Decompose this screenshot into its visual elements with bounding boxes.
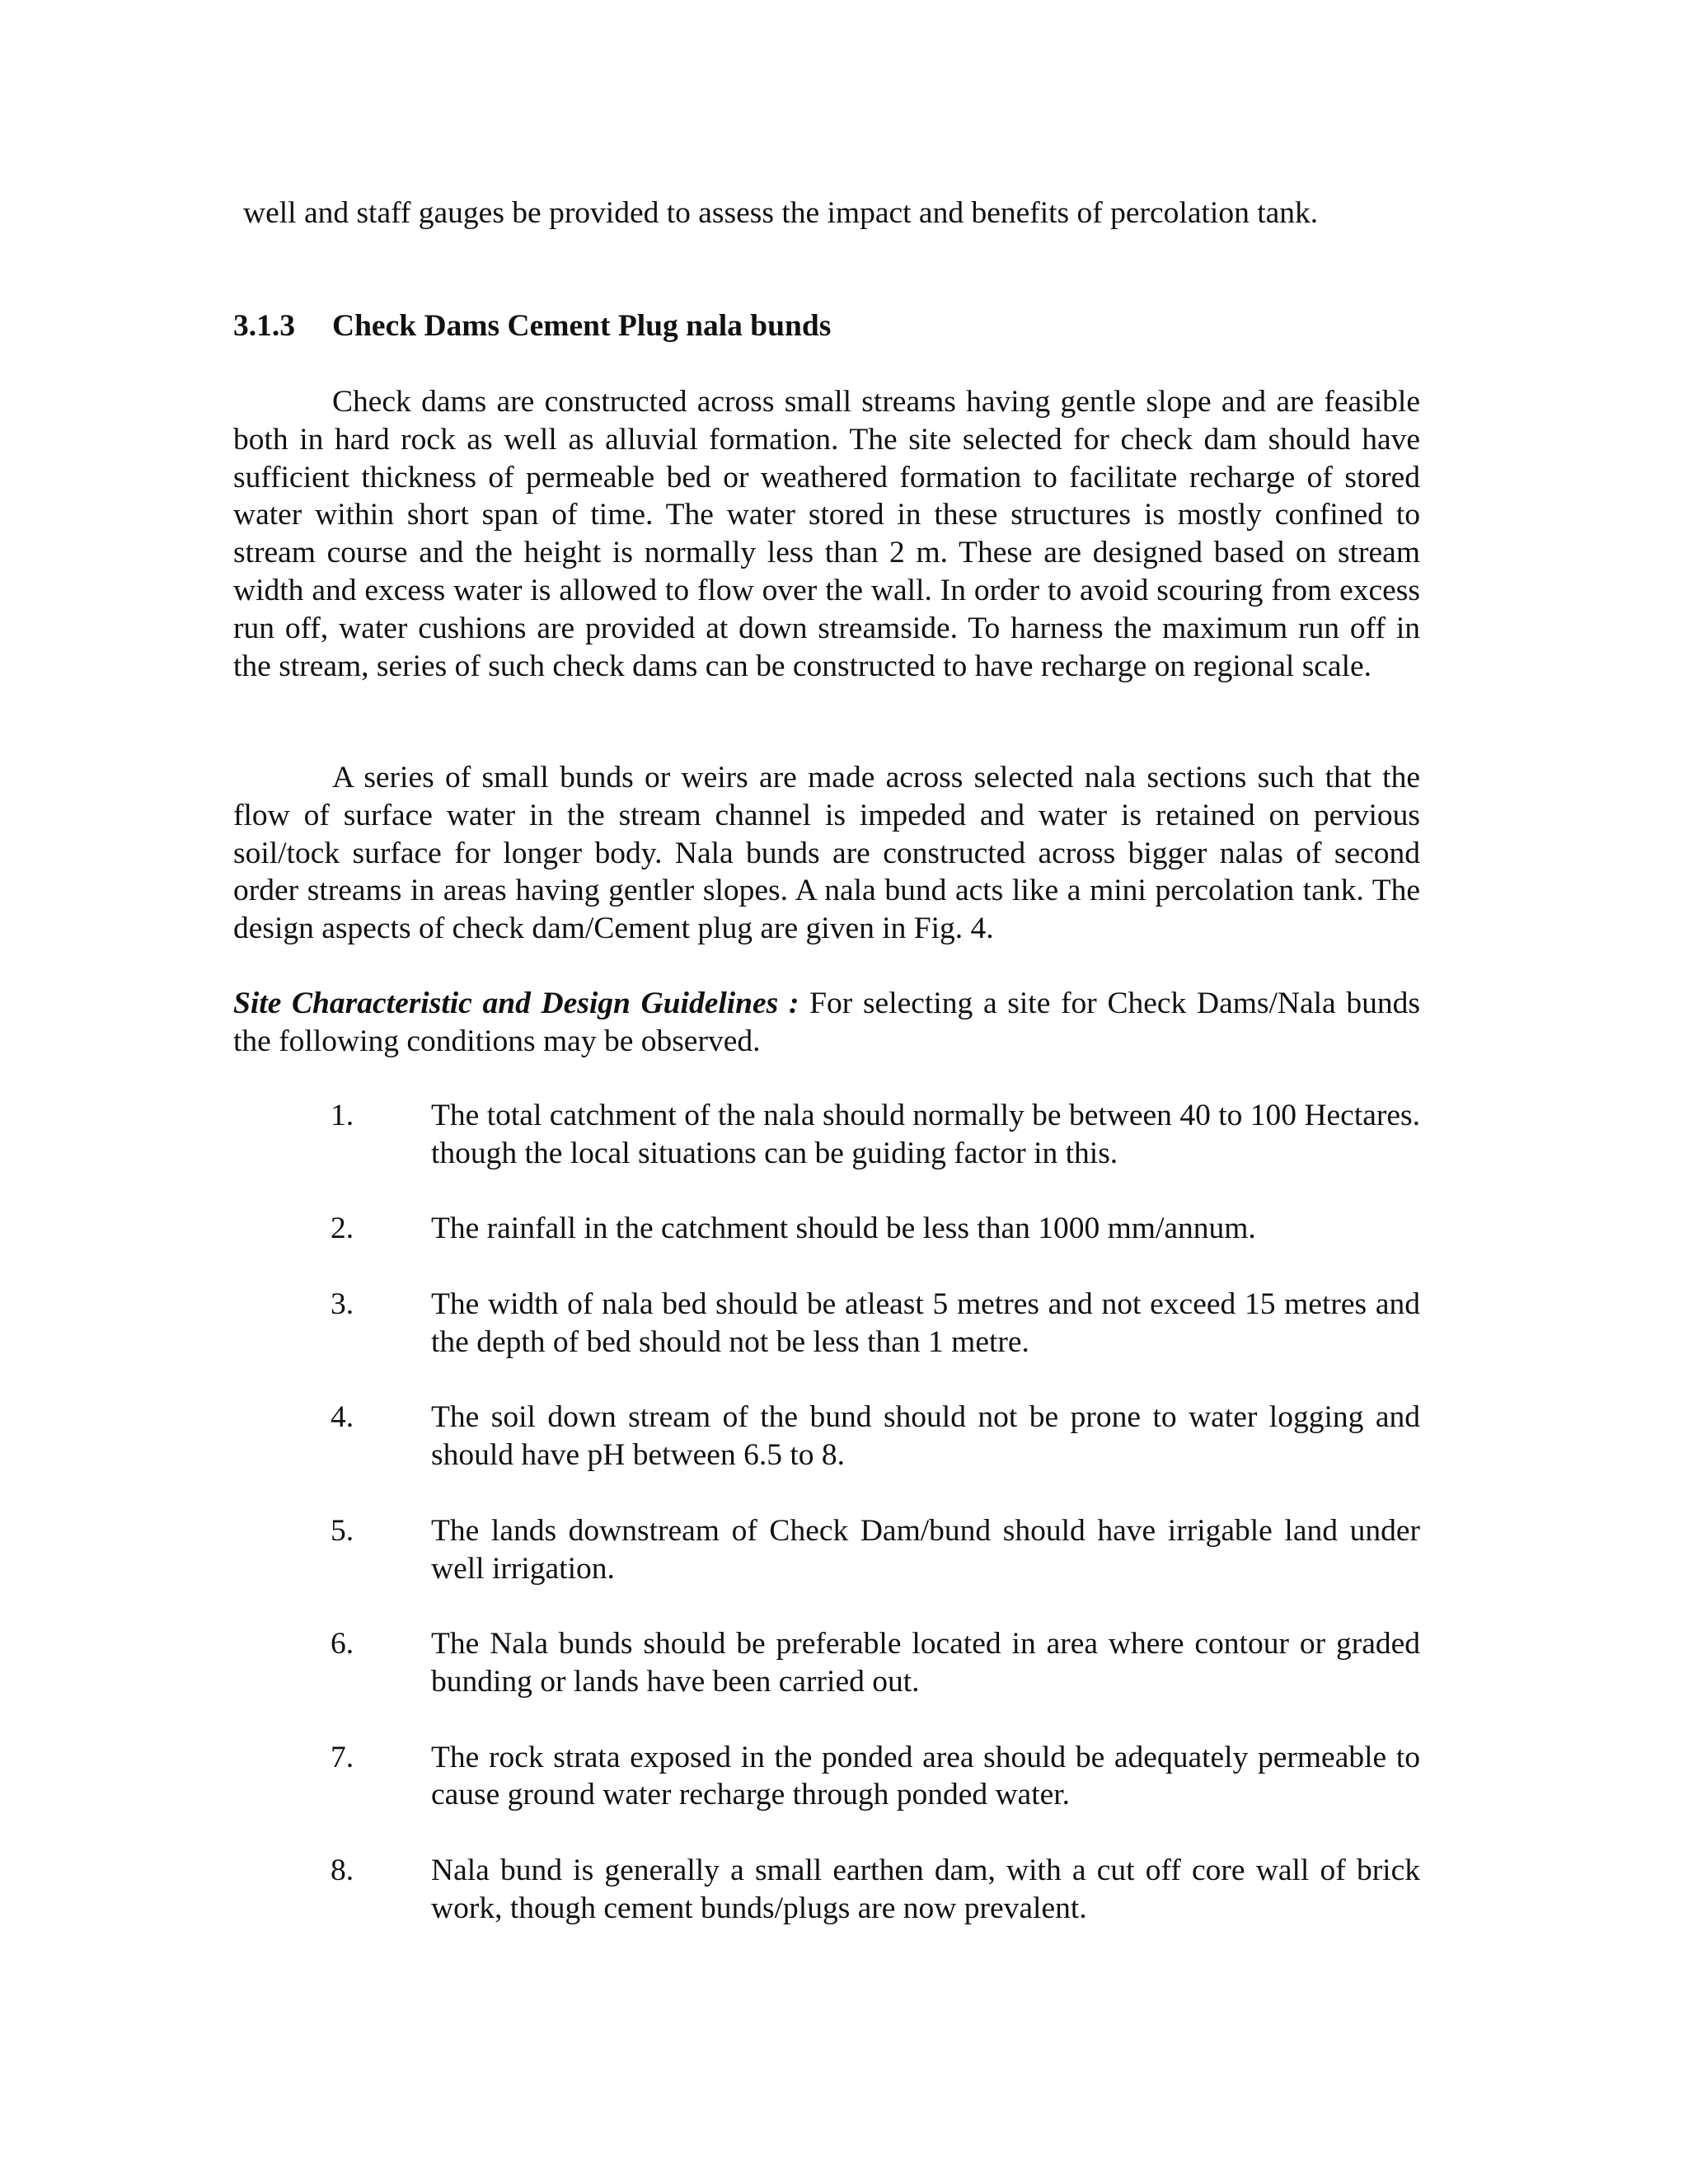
list-number: 6.: [331, 1627, 354, 1661]
list-number: 2.: [331, 1212, 354, 1246]
list-item: [233, 1852, 1420, 1928]
list-item: [233, 1625, 1420, 1701]
paragraph-guidelines: [233, 985, 1420, 1061]
list-item: [233, 1286, 1420, 1361]
list-number: 3.: [331, 1286, 354, 1321]
list-item: [233, 1739, 1420, 1815]
list-text: The width of nala bed should be atleast 5 metres and not exceed 15 metres and the depth of bed should not be less than 1 metre.: [431, 1286, 1420, 1359]
list-text: The total catchment of the nala should normally be between 40 to 100 Hectares. though the local situations can be guiding factor in this.: [431, 1099, 1420, 1170]
paragraph-nala-bunds: A series of small bunds or weirs are made across selected nala sections such that the flow of surface water in the stream channel is impeded and water is retained on pervious soil/tock surface for longer body. Nala bunds are constructed across bigger nalas of second order streams in areas having gentler slopes. A nala bund acts like a mini percolation tank. The design aspects of check dam/Cement plug are given in Fig. 4.: [233, 761, 1420, 946]
list-item: [233, 1399, 1420, 1474]
list-number: 8.: [331, 1853, 354, 1887]
list-number: 1.: [331, 1099, 354, 1132]
list-text: The rock strata exposed in the ponded area should be adequately permeable to cause ground water recharge through ponded water.: [431, 1740, 1420, 1812]
list-item: [233, 1512, 1420, 1588]
list-text: The lands downstream of Check Dam/bund should have irrigable land under well irrigation.: [431, 1513, 1420, 1586]
list-item: [233, 1210, 1420, 1248]
list-number: 7.: [331, 1740, 354, 1774]
list-text: Nala bund is generally a small earthen dam, with a cut off core wall of brick work, though cement bunds/plugs are now prevalent.: [431, 1853, 1420, 1925]
paragraph-check-dams: Check dams are constructed across small streams having gentle slope and are feasible both in hard rock as well as alluvial formation. The site selected for check dam should have sufficient thickness of permeable bed or weathered formation to facilitate recharge of stored water within short span of time. The water stored in these structures is mostly confined to stream course and the height is normally less than 2 m. These are designed based on stream width and excess water is allowed to flow over the wall. In order to avoid scouring from excess run off, water cushions are provided at down streamside. To harness the maximum run off in the stream, series of such check dams can be constructed to have recharge on regional scale.: [233, 385, 1420, 683]
section-number: 3.1.3: [233, 309, 295, 343]
section-title: Check Dams Cement Plug nala bunds: [332, 309, 832, 343]
guidelines-text: For selecting a site for Check Dams/Nala bunds the following conditions may be observed.: [233, 987, 1420, 1058]
list-text: The Nala bunds should be preferable located in area where contour or graded bunding or lands have been carried out.: [431, 1627, 1420, 1699]
list-item: [233, 1097, 1420, 1173]
list-text: The soil down stream of the bund should not be prone to water logging and should have pH between 6.5 to 8.: [431, 1400, 1420, 1473]
list-number: 4.: [331, 1400, 354, 1435]
list-text: The rainfall in the catchment should be less than 1000 mm/annum.: [431, 1212, 1256, 1246]
conditions-list: [233, 1097, 1420, 1965]
guidelines-lead: Site Characteristic and Design Guidelines :: [233, 987, 799, 1020]
list-number: 5.: [331, 1513, 354, 1548]
section-heading: [233, 307, 831, 345]
continuation-line: well and staff gauges be provided to assess the impact and benefits of percolation tank.: [243, 196, 1319, 230]
